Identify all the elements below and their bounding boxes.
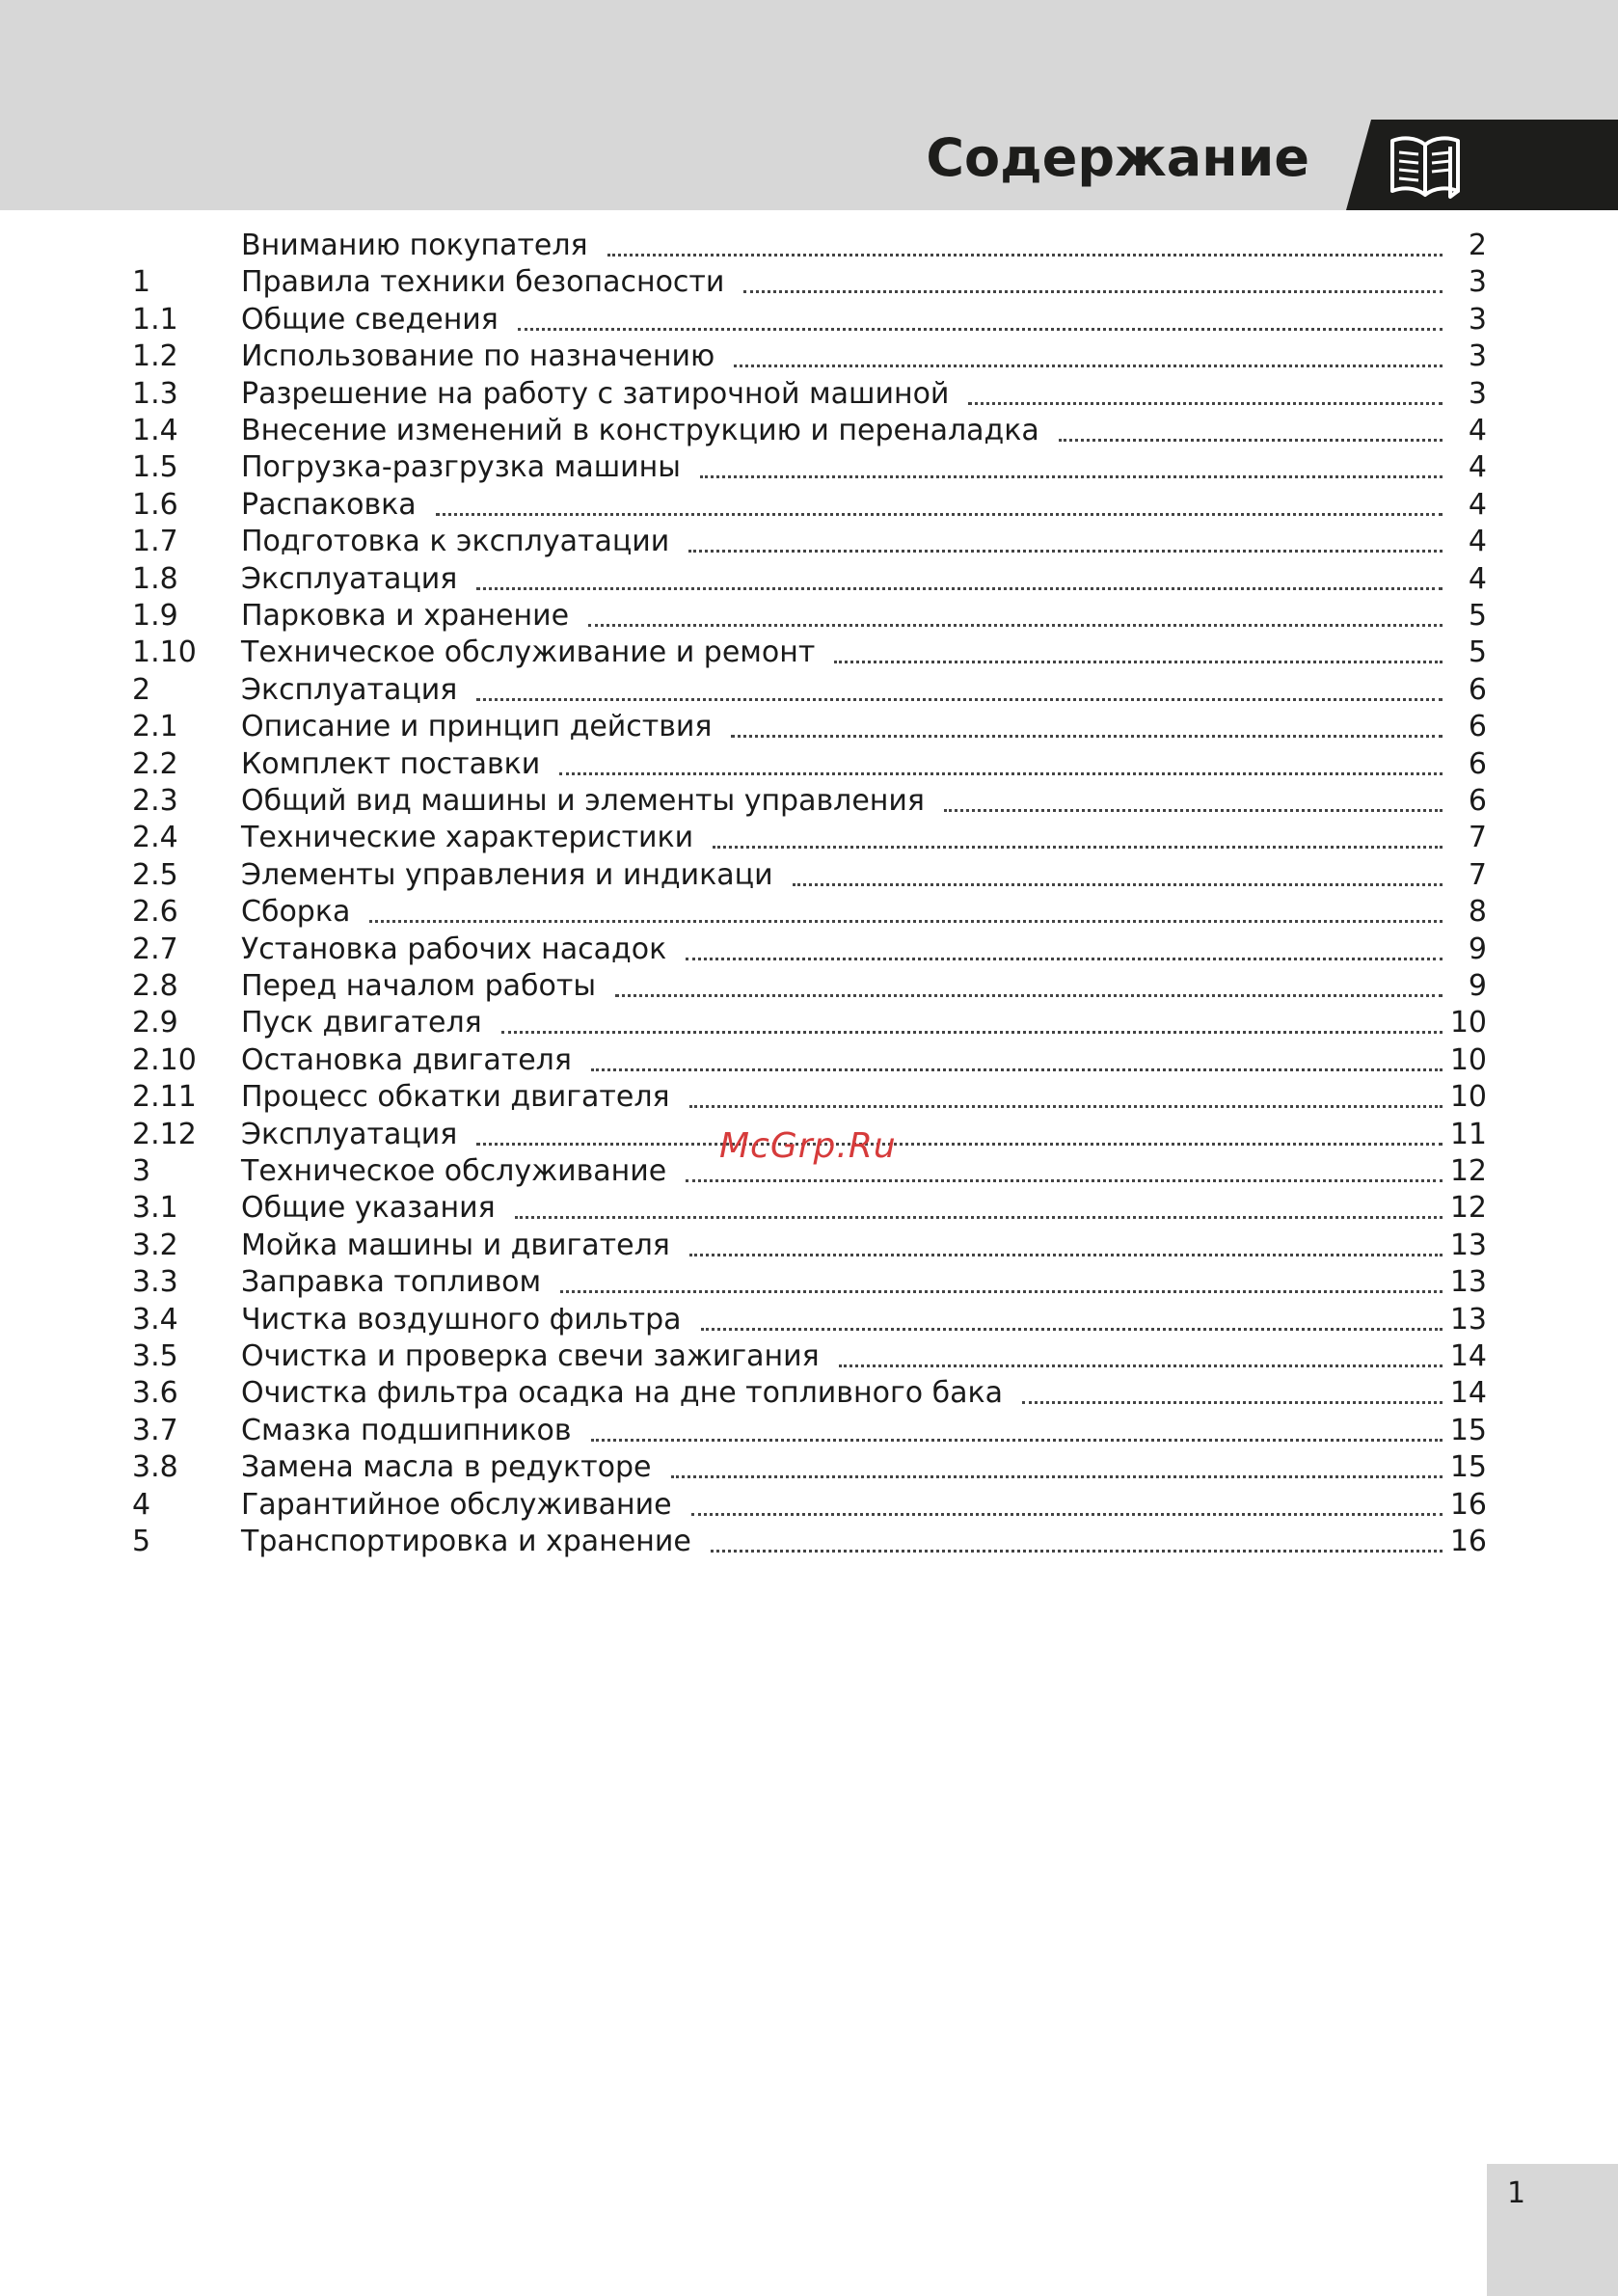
toc-row <box>0 524 1618 560</box>
toc-section-title: Процесс обкатки двигателя <box>241 1080 670 1115</box>
toc-row <box>0 1190 1618 1227</box>
toc-dot-leader <box>691 1513 1443 1516</box>
toc-dot-leader <box>615 994 1443 997</box>
toc-section-number: 3.3 <box>132 1265 178 1300</box>
toc-row <box>0 1005 1618 1041</box>
toc-dot-leader <box>689 1254 1443 1256</box>
toc-page-number: 8 <box>1468 895 1487 930</box>
toc-section-title: Замена масла в редукторе <box>241 1450 652 1485</box>
toc-section-number: 3.8 <box>132 1450 178 1485</box>
toc-dot-leader <box>1022 1401 1443 1404</box>
toc-page-number: 6 <box>1468 746 1487 781</box>
toc-page-number: 7 <box>1468 821 1487 855</box>
toc-row <box>0 1228 1618 1264</box>
toc-section-number: 2.1 <box>132 710 178 744</box>
toc-section-title: Технические характеристики <box>241 821 694 855</box>
toc-section-number: 1.6 <box>132 487 178 522</box>
toc-row <box>0 302 1618 338</box>
watermark: McGrp.Ru <box>719 1126 897 1166</box>
toc-section-number: 1.7 <box>132 525 178 559</box>
toc-section-title: Перед началом работы <box>241 969 597 1003</box>
toc-page-number: 13 <box>1449 1265 1487 1300</box>
toc-page-number: 3 <box>1468 376 1487 411</box>
toc-page-number: 3 <box>1468 265 1487 300</box>
toc-dot-leader <box>793 883 1443 886</box>
toc-page-number: 13 <box>1449 1302 1487 1337</box>
toc-section-title: Заправка топливом <box>241 1265 542 1300</box>
toc-dot-leader <box>436 513 1443 516</box>
toc-row <box>0 783 1618 820</box>
toc-dot-leader <box>515 1216 1443 1219</box>
toc-section-title: Общие указания <box>241 1191 496 1226</box>
toc-page-number: 15 <box>1449 1413 1487 1447</box>
toc-page-number: 4 <box>1468 450 1487 485</box>
toc-dot-leader <box>591 1068 1443 1071</box>
open-book-icon <box>1387 129 1464 201</box>
toc-dot-leader <box>711 1550 1443 1553</box>
toc-page-number: 14 <box>1449 1376 1487 1411</box>
toc-section-number: 1.10 <box>132 635 197 670</box>
toc-dot-leader <box>968 402 1443 405</box>
toc-section-number: 3.5 <box>132 1339 178 1373</box>
toc-dot-leader <box>476 587 1443 590</box>
toc-row <box>0 449 1618 486</box>
toc-section-title: Комплект поставки <box>241 746 541 781</box>
toc-section-title: Использование по назначению <box>241 339 715 374</box>
toc-section-title: Распаковка <box>241 487 417 522</box>
toc-section-title: Сборка <box>241 895 351 930</box>
toc-page-number: 10 <box>1449 1042 1487 1077</box>
toc-section-number: 1.8 <box>132 561 178 596</box>
header-icon-box <box>1346 120 1618 210</box>
toc-section-title: Разрешение на работу с затирочной машиной <box>241 376 950 411</box>
toc-page-number: 3 <box>1468 302 1487 337</box>
toc-dot-leader <box>591 1439 1443 1442</box>
toc-page-number: 7 <box>1468 857 1487 892</box>
toc-row <box>0 968 1618 1005</box>
toc-row <box>0 338 1618 375</box>
toc-row <box>0 1375 1618 1412</box>
toc-section-title: Вниманию покупателя <box>241 229 588 262</box>
toc-section-title: Остановка двигателя <box>241 1042 572 1077</box>
toc-section-title: Парковка и хранение <box>241 599 570 633</box>
toc-dot-leader <box>686 958 1443 960</box>
toc-page-number: 16 <box>1449 1487 1487 1522</box>
toc-row <box>0 894 1618 931</box>
toc-section-number: 1.9 <box>132 599 178 633</box>
toc-section-title: Общие сведения <box>241 302 499 337</box>
toc-row <box>0 376 1618 413</box>
toc-section-number: 3.6 <box>132 1376 178 1411</box>
toc-row <box>0 1079 1618 1116</box>
toc-section-title: Очистка и проверка свечи зажигания <box>241 1339 820 1373</box>
toc-section-number: 3.1 <box>132 1191 178 1226</box>
toc-section-number: 1 <box>132 265 151 300</box>
toc-section-number: 2.3 <box>132 784 178 818</box>
toc-section-number: 3.2 <box>132 1228 178 1262</box>
toc-section-title: Общий вид машины и элементы управления <box>241 784 925 818</box>
toc-page-number: 10 <box>1449 1006 1487 1040</box>
toc-section-title: Пуск двигателя <box>241 1006 482 1040</box>
toc-section-title: Гарантийное обслуживание <box>241 1487 672 1522</box>
toc-dot-leader <box>560 1290 1443 1293</box>
toc-section-number: 2 <box>132 672 151 707</box>
toc-section-title: Эксплуатация <box>241 561 458 596</box>
toc-row <box>0 1264 1618 1301</box>
toc-row <box>0 709 1618 745</box>
toc-page-number: 10 <box>1449 1080 1487 1115</box>
page-title: Содержание <box>926 127 1309 188</box>
toc-row <box>0 635 1618 671</box>
toc-dot-leader <box>743 290 1443 293</box>
toc-section-title: Чистка воздушного фильтра <box>241 1302 682 1337</box>
toc-dot-leader <box>518 328 1443 331</box>
toc-section-number: 1.2 <box>132 339 178 374</box>
toc-page-number: 14 <box>1449 1339 1487 1373</box>
toc-page-number: 15 <box>1449 1450 1487 1485</box>
toc-row <box>0 1413 1618 1449</box>
toc-row <box>0 932 1618 968</box>
toc-dot-leader <box>559 772 1443 775</box>
toc-section-number: 2.11 <box>132 1080 197 1115</box>
toc-section-number: 4 <box>132 1487 151 1522</box>
toc-dot-leader <box>476 1143 1443 1146</box>
toc-page-number: 2 <box>1468 229 1487 262</box>
toc-dot-leader <box>731 735 1443 738</box>
toc-section-number: 1.5 <box>132 450 178 485</box>
toc-section-title: Правила техники безопасности <box>241 265 725 300</box>
toc-row <box>0 857 1618 894</box>
toc-section-number: 2.8 <box>132 969 178 1003</box>
toc-dot-leader <box>834 661 1443 663</box>
toc-section-number: 2.5 <box>132 857 178 892</box>
toc-section-number: 1.4 <box>132 414 178 447</box>
toc-row <box>0 1042 1618 1079</box>
toc-row <box>0 1524 1618 1560</box>
toc-section-number: 3.7 <box>132 1413 178 1447</box>
toc-dot-leader <box>688 550 1443 553</box>
toc-dot-leader <box>501 1031 1443 1034</box>
toc-page-number: 6 <box>1468 784 1487 818</box>
toc-page-number: 9 <box>1468 932 1487 966</box>
toc-section-title: Эксплуатация <box>241 1117 458 1151</box>
toc-section-title: Установка рабочих насадок <box>241 932 667 966</box>
toc-page-number: 16 <box>1449 1525 1487 1558</box>
toc-section-number: 2.9 <box>132 1006 178 1040</box>
toc-section-title: Внесение изменений в конструкцию и переналадка <box>241 414 1039 447</box>
toc-section-number: 1.1 <box>132 302 178 337</box>
toc-section-title: Элементы управления и индикаци <box>241 857 773 892</box>
toc-row <box>0 561 1618 598</box>
toc-section-number: 3.4 <box>132 1302 178 1337</box>
toc-row <box>0 487 1618 524</box>
toc-section-number: 2.2 <box>132 746 178 781</box>
toc-section-number: 2.10 <box>132 1042 197 1077</box>
toc-row <box>0 413 1618 449</box>
toc-row <box>0 746 1618 783</box>
toc-row <box>0 598 1618 635</box>
toc-dot-leader <box>944 809 1443 812</box>
toc-dot-leader <box>588 624 1443 627</box>
toc-section-title: Мойка машины и двигателя <box>241 1228 670 1262</box>
toc-row <box>0 1302 1618 1338</box>
toc-page-number: 13 <box>1449 1228 1487 1262</box>
toc-page-number: 12 <box>1449 1191 1487 1226</box>
toc-page-number: 4 <box>1468 561 1487 596</box>
toc-section-number: 5 <box>132 1525 151 1558</box>
toc-row <box>0 228 1618 264</box>
toc-dot-leader <box>369 920 1443 923</box>
toc-dot-leader <box>713 846 1443 849</box>
toc-section-number: 1.3 <box>132 376 178 411</box>
toc-page-number: 6 <box>1468 710 1487 744</box>
toc-row <box>0 1449 1618 1486</box>
toc-page-number: 4 <box>1468 487 1487 522</box>
page-number: 1 <box>1507 2176 1526 2210</box>
toc-page-number: 12 <box>1449 1154 1487 1188</box>
toc-dot-leader <box>839 1364 1443 1367</box>
toc-dot-leader <box>1059 439 1443 442</box>
toc-section-title: Очистка фильтра осадка на дне топливного бака <box>241 1376 1003 1411</box>
toc-dot-leader <box>476 698 1443 701</box>
toc-section-title: Эксплуатация <box>241 672 458 707</box>
toc-dot-leader <box>701 1328 1443 1331</box>
toc-row <box>0 264 1618 301</box>
toc-row <box>0 1338 1618 1375</box>
toc-section-title: Описание и принцип действия <box>241 710 713 744</box>
toc-dot-leader <box>607 254 1443 257</box>
toc-page-number: 5 <box>1468 635 1487 670</box>
toc-section-number: 2.7 <box>132 932 178 966</box>
toc-row <box>0 672 1618 709</box>
toc-page-number: 3 <box>1468 339 1487 374</box>
toc-dot-leader <box>700 475 1443 478</box>
toc-dot-leader <box>689 1105 1443 1108</box>
toc-dot-leader <box>671 1475 1443 1478</box>
toc-section-title: Погрузка-разгрузка машины <box>241 450 681 485</box>
toc-dot-leader <box>734 365 1443 367</box>
toc-section-number: 2.12 <box>132 1117 197 1151</box>
toc-section-title: Техническое обслуживание <box>241 1154 667 1188</box>
toc-section-title: Транспортировка и хранение <box>241 1525 691 1558</box>
toc-section-number: 2.4 <box>132 821 178 855</box>
toc-page-number: 4 <box>1468 414 1487 447</box>
toc-section-number: 2.6 <box>132 895 178 930</box>
toc-page-number: 6 <box>1468 672 1487 707</box>
toc-page-number: 5 <box>1468 599 1487 633</box>
toc-page-number: 11 <box>1449 1117 1487 1151</box>
toc-row <box>0 820 1618 856</box>
toc-page-number: 4 <box>1468 525 1487 559</box>
toc-section-title: Подготовка к эксплуатации <box>241 525 670 559</box>
toc-dot-leader <box>686 1179 1443 1182</box>
toc-row <box>0 1487 1618 1524</box>
toc-section-title: Техническое обслуживание и ремонт <box>241 635 816 670</box>
toc-page-number: 9 <box>1468 969 1487 1003</box>
toc-section-number: 3 <box>132 1154 151 1188</box>
toc-section-title: Смазка подшипников <box>241 1413 572 1447</box>
